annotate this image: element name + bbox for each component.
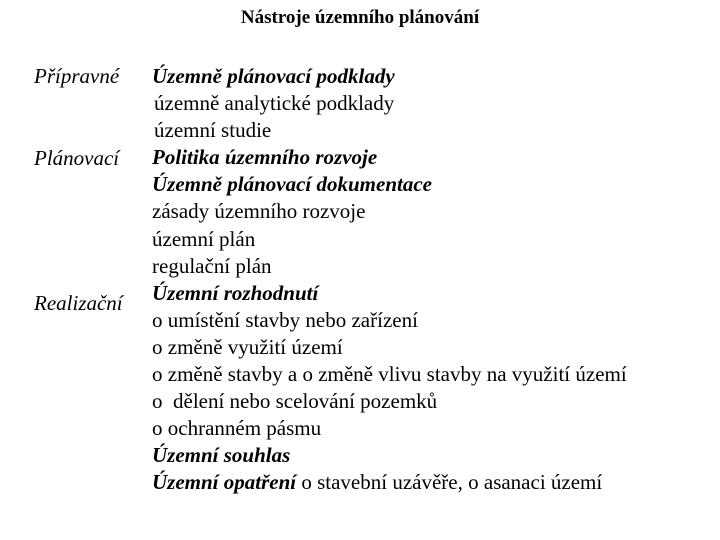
list-item-spatial-planning-materials [152, 63, 627, 90]
list-item: o ochranném pásmu [152, 416, 322, 441]
category-planning: Plánovací [34, 146, 120, 170]
list-item: územní plán [152, 226, 256, 251]
list-item: o změně využití území [152, 334, 343, 359]
heading-territorial-consent: Územní souhlas [152, 443, 291, 468]
list-item: o dělení nebo scelování pozemků [152, 389, 438, 414]
category-implementation: Realizační [34, 291, 123, 315]
list-item: zásady územního rozvoje [152, 199, 366, 224]
list-item-territorial-decision [152, 280, 627, 307]
list-item: regulační plán [152, 253, 272, 278]
heading-territorial-decision: Územní rozhodnutí [152, 280, 319, 305]
instrument-list [152, 63, 627, 497]
list-item-spatial-development-policy [152, 144, 627, 171]
category-preparatory: Přípravné [34, 64, 120, 88]
list-item-territorial-consent [152, 442, 627, 469]
heading-spatial-planning-materials: Územně plánovací podklady [152, 64, 395, 88]
list-item-spatial-planning-documentation [152, 171, 627, 198]
heading-spatial-development-policy: Politika územního rozvoje [152, 145, 378, 170]
heading-territorial-measure: Územní opatření [152, 470, 297, 495]
heading-spatial-planning-documentation: Územně plánovací dokumentace [152, 172, 432, 197]
list-item: o změně stavby a o změně vlivu stavby na využití území [152, 362, 627, 387]
page-title: Nástroje územního plánování [240, 7, 480, 28]
list-item: územně analytické podklady [154, 91, 395, 116]
list-item: o umístění stavby nebo zařízení [152, 307, 418, 332]
list-item-territorial-measure [152, 469, 627, 496]
territorial-measure-detail: o stavební uzávěře, o asanaci území [296, 470, 603, 495]
list-item: územní studie [154, 118, 272, 143]
